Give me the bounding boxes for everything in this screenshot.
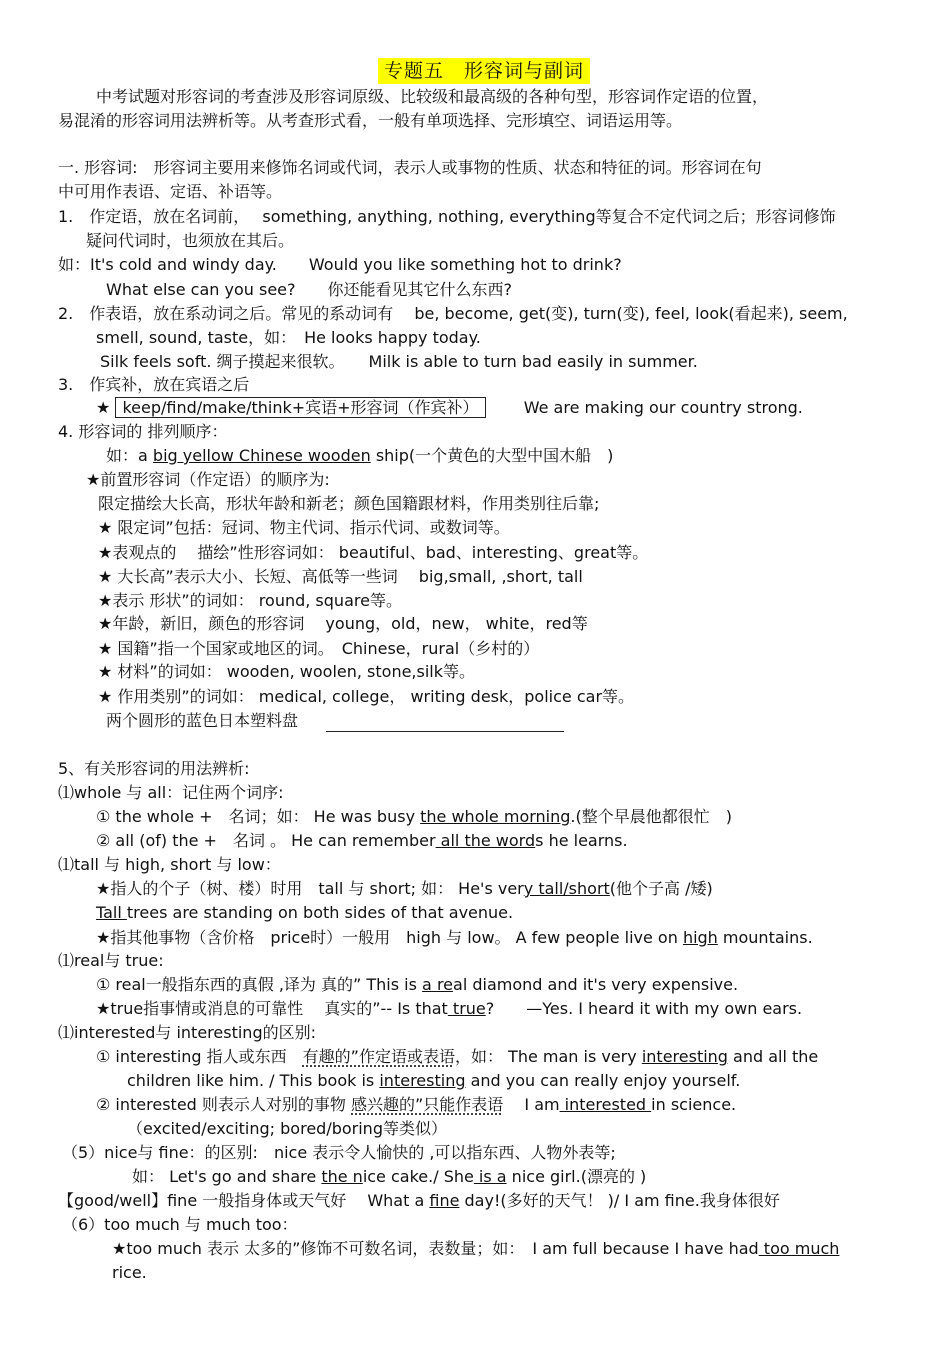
point-2-line-1: 2. 作表语，放在系动词之后。常见的系动词有 be, become, get(变), turn(变), feel, look(看起来), seem,: [58, 304, 848, 323]
point-3-line-1: 3. 作宾补，放在宾语之后: [58, 375, 250, 394]
exercise-line: [106, 710, 564, 732]
order-item: ★ 材料”的词如： wooden, woolen, stone,silk等。: [98, 662, 476, 681]
intro-line-2: 易混淆的形容词用法辨析等。从考查形式看，一般有单项选择、完形填空、词语运用等。: [58, 111, 683, 130]
order-item: ★年龄，新旧，颜色的形容词 young，old，new， white，red等: [98, 614, 588, 633]
section-1-heading-cont: 中可用作表语、定语、补语等。: [58, 182, 283, 201]
sub-d-line-3: ② interested 则表示人对别的事物 感兴趣的”只能作表语 I am interested in science.: [96, 1095, 737, 1114]
star-icon: ★: [96, 398, 111, 417]
sub-d-line-4: （excited/exciting; bored/boring等类似）: [127, 1119, 447, 1138]
order-item: ★ 大长高”表示大小、长短、高低等一些词 big,small, ,short, tall: [98, 567, 583, 586]
sub-d-heading: ⑴interested与 interesting的区别:: [58, 1023, 316, 1042]
order-title: ★前置形容词（作定语）的顺序为:: [86, 470, 330, 489]
order-item: ★ 限定词”包括：冠词、物主代词、指示代词、或数词等。: [98, 518, 510, 537]
sub-b-line-2: Tall trees are standing on both sides of that avenue.: [96, 903, 514, 922]
point-2-line-2: smell, sound, taste，如： He looks happy today.: [96, 328, 481, 347]
point-1-line-1: 1. 作定语，放在名词前， something, anything, nothing, everything等复合不定代词之后；形容词修饰: [58, 207, 836, 226]
sub-f-line-1: ★too much 表示 太多的”修饰不可数名词，表数量；如： I am full because I have had too much: [112, 1239, 840, 1258]
sub-c-heading: ⑴real与 true:: [58, 951, 164, 970]
point-3-example: We are making our country strong.: [523, 398, 803, 417]
order-rule: 限定描绘大长高，形状年龄和新老；颜色国籍跟材料，作用类别往后靠;: [98, 494, 600, 513]
point-4-example: 如：a big yellow Chinese wooden ship(一个黄色的大型中国木船 ): [106, 446, 614, 465]
sub-a-item-2: ② all (of) the + 名词 。 He can remember all the words he learns.: [96, 831, 628, 850]
pattern-box: keep/find/make/think+宾语+形容词（作宾补）: [115, 397, 485, 418]
sub-e-example: 如： Let's go and share the nice cake./ She is a nice girl.(漂亮的 ): [132, 1167, 647, 1186]
sub-b-line-1: ★指人的个子（树、楼）时用 tall 与 short; 如： He's very tall/short(他个子高 /矮): [96, 879, 713, 898]
sub-f-heading: （6）too much 与 much too：: [62, 1215, 298, 1234]
point-1-line-2: 疑问代词时，也须放在其后。: [86, 231, 295, 250]
point-1-example-1: 如：It's cold and windy day. Would you like something hot to drink?: [58, 255, 622, 274]
order-item: ★ 作用类别”的词如： medical, college， writing desk，police car等。: [98, 687, 635, 706]
intro-line-1: 中考试题对形容词的考查涉及形容词原级、比较级和最高级的各种句型，形容词作定语的位置，: [96, 87, 769, 106]
order-item: ★表观点的 描绘”性形容词如： beautiful、bad、interesting、great等。: [98, 543, 649, 562]
sub-f-line-2: rice.: [112, 1263, 147, 1282]
answer-blank[interactable]: [326, 715, 564, 732]
sub-a-item-1: ① the whole + 名词；如： He was busy the whole morning.(整个早晨他都很忙 ): [96, 807, 732, 826]
section-1-heading: 一. 形容词: 形容词主要用来修饰名词或代词，表示人或事物的性质、状态和特征的词。形容词在句: [58, 158, 762, 177]
sub-c-line-2: ★true指事情或消息的可靠性 真实的”-- Is that true? —Yes. I heard it with my own ears.: [96, 999, 803, 1018]
sub-b-heading: ⑴tall 与 high, short 与 low：: [58, 855, 281, 874]
sub-b-line-3: ★指其他事物（含价格 price时）一般用 high 与 low。 A few people live on high mountains.: [96, 928, 813, 947]
sub-d-line-1: ① interesting 指人或东西 有趣的”作定语或表语，如： The man is very interesting and all the: [96, 1047, 819, 1066]
exercise-prompt: 两个圆形的蓝色日本塑料盘: [106, 711, 299, 730]
sub-e-heading: （5）nice与 fine：的区别: nice 表示令人愉快的 ,可以指东西、人物外表等;: [62, 1143, 616, 1162]
page-title: 专题五 形容词与副词: [378, 58, 590, 84]
order-item: ★ 国籍”指一个国家或地区的词。 Chinese，rural（乡村的）: [98, 639, 540, 658]
sub-c-line-1: ① real一般指东西的真假 ,译为 真的” This is a real diamond and it's very expensive.: [96, 975, 739, 994]
point-3-pattern: [96, 397, 803, 419]
section-5-heading: 5、有关形容词的用法辨析:: [58, 759, 250, 778]
point-2-line-3: Silk feels soft. 绸子摸起来很软。 Milk is able to turn bad easily in summer.: [100, 352, 698, 371]
point-1-example-2: What else can you see? 你还能看见其它什么东西?: [106, 280, 513, 299]
sub-a-heading: ⑴whole 与 all：记住两个词序:: [58, 783, 284, 802]
point-4-heading: 4. 形容词的 排列顺序：: [58, 422, 228, 441]
order-item: ★表示 形状”的词如： round, square等。: [98, 591, 402, 610]
good-well-line: 【good/well】fine 一般指身体或天气好 What a fine day!(多好的天气！ )/ I am fine.我身体很好: [58, 1191, 780, 1210]
sub-d-line-2: children like him. / This book is interesting and you can really enjoy yourself.: [127, 1071, 741, 1090]
